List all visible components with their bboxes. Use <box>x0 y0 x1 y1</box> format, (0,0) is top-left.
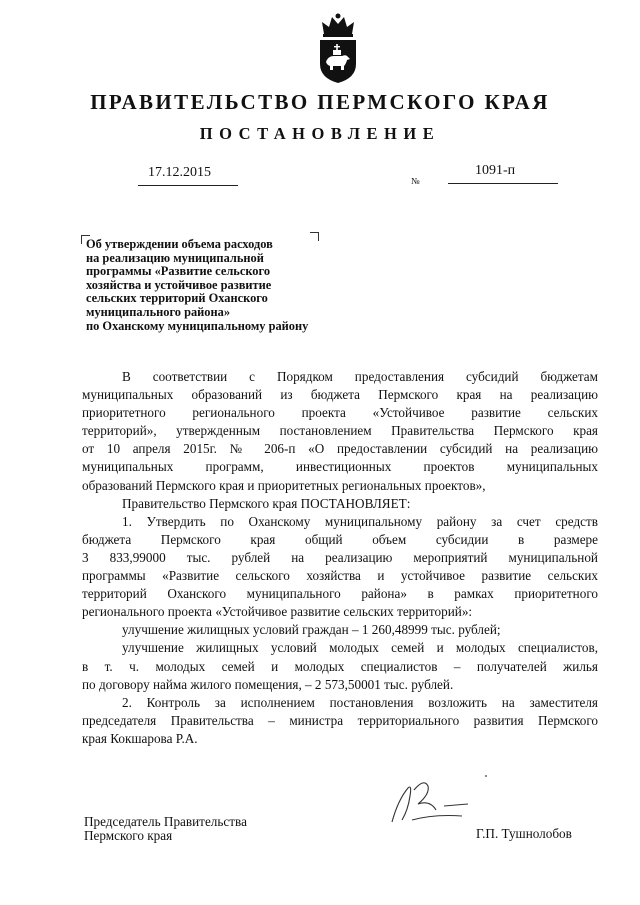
body-line: В соответствии с Порядком предоставления субсидий бюджетам <box>122 369 598 384</box>
document-body <box>82 368 598 748</box>
handwritten-signature <box>384 770 494 830</box>
signer-title <box>84 815 247 843</box>
signer-title-line: Председатель Правительства <box>84 814 247 829</box>
body-line: от 10 апреля 2015г. № 206-п «О предоставлении субсидий на реализацию <box>82 441 598 457</box>
document-subject <box>86 238 386 333</box>
body-line: бюджета Пермского края общий объем субсидии в размере <box>82 531 598 547</box>
body-line: края Кокшарова Р.А. <box>82 730 198 746</box>
body-line: муниципальных программ, инвестиционных проектов муниципальных <box>82 459 598 475</box>
body-line: по договору найма жилого помещения, – 2 573,50001 тыс. рублей. <box>82 676 454 692</box>
subject-line: сельских территорий Оханского <box>86 291 268 306</box>
subject-line: муниципального района» <box>86 304 231 319</box>
subject-line: Об утверждении объема расходов <box>86 237 273 251</box>
body-line: территорий», утвержденным постановлением Правительства Пермского края <box>82 423 598 439</box>
body-line: регионального проекта «Устойчивое развитие сельских территорий»: <box>82 604 473 620</box>
body-line: улучшение жилищных условий молодых семей и молодых специалистов, <box>122 640 598 656</box>
body-line: приоритетного регионального проекта «Устойчивое развитие сельских <box>82 405 598 421</box>
signer-name: Г.П. Тушнолобов <box>476 826 572 841</box>
government-name: ПРАВИТЕЛЬСТВО ПЕРМСКОГО КРАЯ <box>90 90 550 114</box>
document-number: 1091-п <box>475 163 516 178</box>
body-line: 1. Утвердить по Оханскому муниципальному району за счет средств <box>122 513 598 529</box>
body-line: 2. Контроль за исполнением постановления возложить на заместителя <box>122 694 598 710</box>
signer-title-line: Пермского края <box>84 828 173 843</box>
number-underline <box>448 183 558 184</box>
body-line: программы «Развитие сельского хозяйства и устойчивое развитие сельских <box>82 568 598 584</box>
body-line: территорий Оханского муниципального района» в рамках приоритетного <box>82 586 598 602</box>
document-date: 17.12.2015 <box>148 165 211 180</box>
body-line: 3 833,99000 тыс. рублей на реализацию мероприятий муниципальной <box>82 549 598 565</box>
body-line: Правительство Пермского края ПОСТАНОВЛЯЕТ: <box>122 495 411 511</box>
subject-line: программы «Развитие сельского <box>86 264 271 279</box>
coat-of-arms-icon <box>316 12 360 84</box>
body-line: образований Пермского края и приоритетных региональных проектов», <box>82 477 486 493</box>
date-underline <box>138 185 238 186</box>
subject-line: на реализацию муниципальной <box>86 250 264 265</box>
number-sign: № <box>411 176 420 186</box>
body-line: председателя Правительства – министра территориального развития Пермского <box>82 712 598 728</box>
body-line: в т. ч. молодых семей и молодых специалистов – получателей жилья <box>82 658 598 674</box>
body-line: муниципальных образований из бюджета Пермского края на реализацию <box>82 387 598 403</box>
subject-line: по Оханскому муниципальному району <box>86 318 309 333</box>
body-line: улучшение жилищных условий граждан – 1 260,48999 тыс. рублей; <box>122 622 501 638</box>
subject-line: хозяйства и устойчивое развитие <box>86 277 272 292</box>
document-type: ПОСТАНОВЛЕНИЕ <box>199 124 441 143</box>
